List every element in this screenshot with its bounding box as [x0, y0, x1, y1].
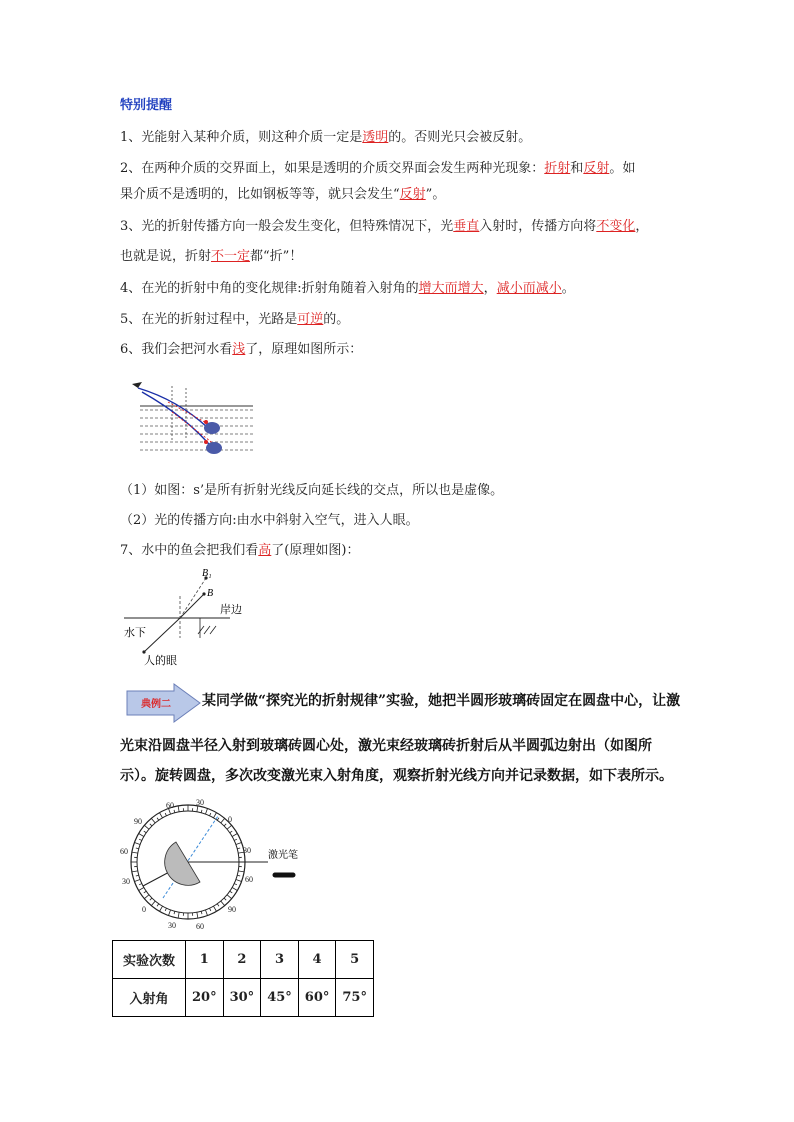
point-6-note-1: （1）如图：s’是所有折射光线反向延长线的交点，所以也是虚像。: [120, 483, 504, 498]
dial-tick: [144, 891, 146, 893]
label-underwater: 水下: [124, 626, 146, 639]
point-1: 1、光能射入某种介质，则这种介质一定是透明的。否则光只会被反射。: [120, 130, 532, 145]
shallow-water-figure: [128, 378, 268, 458]
dial-tick: [139, 884, 142, 885]
dial-label: 60: [245, 875, 253, 884]
dial-tick: [217, 904, 219, 906]
table-cell: 5: [336, 941, 374, 979]
dial-tick: [139, 834, 144, 837]
table-cell: 1: [186, 941, 224, 979]
dial-tick: [169, 910, 171, 916]
table-cell: 30°: [223, 979, 261, 1017]
point-4: 4、在光的折射中角的变化规律:折射角随着入射角的增大而增大，减小而减小。: [120, 281, 575, 296]
dial-tick: [224, 898, 226, 900]
point-3: 3、光的折射传播方向一般会发生变化，但特殊情况下，光垂直入射时，传播方向将不变化，: [120, 219, 649, 234]
dial-tick: [201, 911, 202, 914]
dial-tick: [221, 901, 225, 906]
dial-label: 30: [196, 798, 204, 807]
experiment-table: [112, 940, 374, 1017]
table-cell: 20°: [186, 979, 224, 1017]
dial-label: 0: [142, 905, 146, 914]
dial-tick: [144, 895, 149, 899]
label-b1: B₁: [202, 568, 212, 579]
dial-tick: [221, 818, 225, 823]
dial-tick: [174, 810, 175, 813]
dial-label: 90: [228, 905, 236, 914]
dial-tick: [144, 825, 149, 829]
dial-label: 60: [196, 922, 204, 931]
dial-tick: [151, 818, 155, 823]
dial-tick: [236, 843, 242, 845]
dial-tick: [232, 888, 237, 891]
dial-label: 30: [168, 921, 176, 930]
dial-tick: [227, 825, 232, 829]
dial-tick: [144, 831, 146, 833]
point-2-continued: 果介质不是透明的，比如钢板等等，就只会发生“反射”。: [120, 187, 446, 202]
dial-tick: [214, 906, 217, 911]
dial-label: 30: [122, 877, 130, 886]
dial-tick: [197, 912, 198, 918]
table-row: [113, 941, 374, 979]
dial-tick: [237, 848, 240, 849]
dial-tick: [136, 875, 139, 876]
table-cell: 3: [261, 941, 299, 979]
dial-tick: [136, 848, 139, 849]
dial-label: 90: [134, 817, 142, 826]
dial-tick: [234, 839, 237, 840]
table-row: [113, 979, 374, 1017]
point-7: 7、水中的鱼会把我们看高了(原理如图)：: [120, 543, 360, 558]
dial-tick: [210, 813, 211, 816]
dial-tick: [157, 904, 159, 906]
example-line-1: 某同学做“探究光的折射规律”实验，她把半圆形玻璃砖固定在圆盘中心，让激: [202, 693, 681, 709]
table-cell: 2: [223, 941, 261, 979]
point-6-note-2: （2）光的传播方向:由水中斜射入空气，进入人眼。: [120, 513, 419, 528]
example-line-3: 示）。旋转圆盘，多次改变激光束入射角度，观察折射光线方向并记录数据，如下表所示。: [120, 768, 673, 784]
dial-tick: [134, 843, 140, 845]
point-6: 6、我们会把河水看浅了，原理如图所示：: [120, 342, 363, 357]
eye-icon: [132, 382, 142, 388]
dial-tick: [174, 911, 175, 914]
dial-tick: [150, 824, 152, 826]
dial-tick: [139, 839, 142, 840]
dial-tick: [232, 834, 237, 837]
dial-tick: [160, 906, 163, 911]
label-b: B: [207, 588, 214, 599]
dial-tick: [178, 912, 179, 918]
section-heading: 特别提醒: [120, 98, 173, 113]
example-tag-label: 典例二: [141, 699, 171, 710]
example-line-2: 光束沿圆盘半径入射到玻璃砖圆心处，激光束经玻璃砖折射后从半圆弧边射出（如图所: [120, 738, 652, 754]
dial-tick: [165, 813, 166, 816]
dial-tick: [205, 910, 207, 916]
dial-tick: [139, 888, 144, 891]
dial-tick: [227, 895, 232, 899]
laser-label: 激光笔: [268, 850, 298, 861]
dial-tick: [217, 818, 219, 820]
dial-tick: [178, 806, 179, 812]
point-2: 2、在两种介质的交界面上，如果是透明的介质交界面会发生两种光现象：折射和反射。如: [120, 161, 636, 176]
dial-tick: [134, 879, 140, 881]
table-row-label: 入射角: [113, 979, 186, 1017]
fish-real: [206, 442, 222, 454]
dial-label: 60: [166, 801, 174, 810]
dial-tick: [230, 891, 232, 893]
dial-tick: [238, 871, 244, 872]
dial-tick: [160, 813, 163, 818]
dial-tick: [237, 875, 240, 876]
dial-tick: [230, 831, 232, 833]
dial-tick: [205, 808, 207, 814]
point-3-continued: 也就是说，折射不一定都“折”！: [120, 249, 303, 264]
dial-tick: [224, 824, 226, 826]
dial-tick: [165, 908, 166, 911]
dial-tick: [132, 852, 138, 853]
dial-tick: [234, 884, 237, 885]
label-eye: 人的眼: [144, 654, 177, 667]
dial-tick: [214, 813, 217, 818]
dial-label: 0: [228, 815, 232, 824]
shore-refraction-figure: [118, 566, 258, 670]
table-cell: 60°: [298, 979, 336, 1017]
dial-tick: [132, 871, 138, 872]
table-header-cell: 实验次数: [113, 941, 186, 979]
dial-tick: [150, 898, 152, 900]
dial-tick: [236, 879, 242, 881]
example-tag: [126, 683, 202, 723]
table-cell: 45°: [261, 979, 299, 1017]
dial-label: 60: [120, 847, 128, 856]
dial-tick: [151, 901, 155, 906]
dial-tick: [210, 908, 211, 911]
table-cell: 75°: [336, 979, 374, 1017]
protractor-dial-figure: [118, 796, 318, 932]
dial-tick: [157, 818, 159, 820]
label-shore: 岸边: [220, 603, 242, 616]
point-5: 5、在光的折射过程中，光路是可逆的。: [120, 312, 350, 327]
table-cell: 4: [298, 941, 336, 979]
dial-tick: [201, 810, 202, 813]
dial-label: 30: [243, 846, 251, 855]
